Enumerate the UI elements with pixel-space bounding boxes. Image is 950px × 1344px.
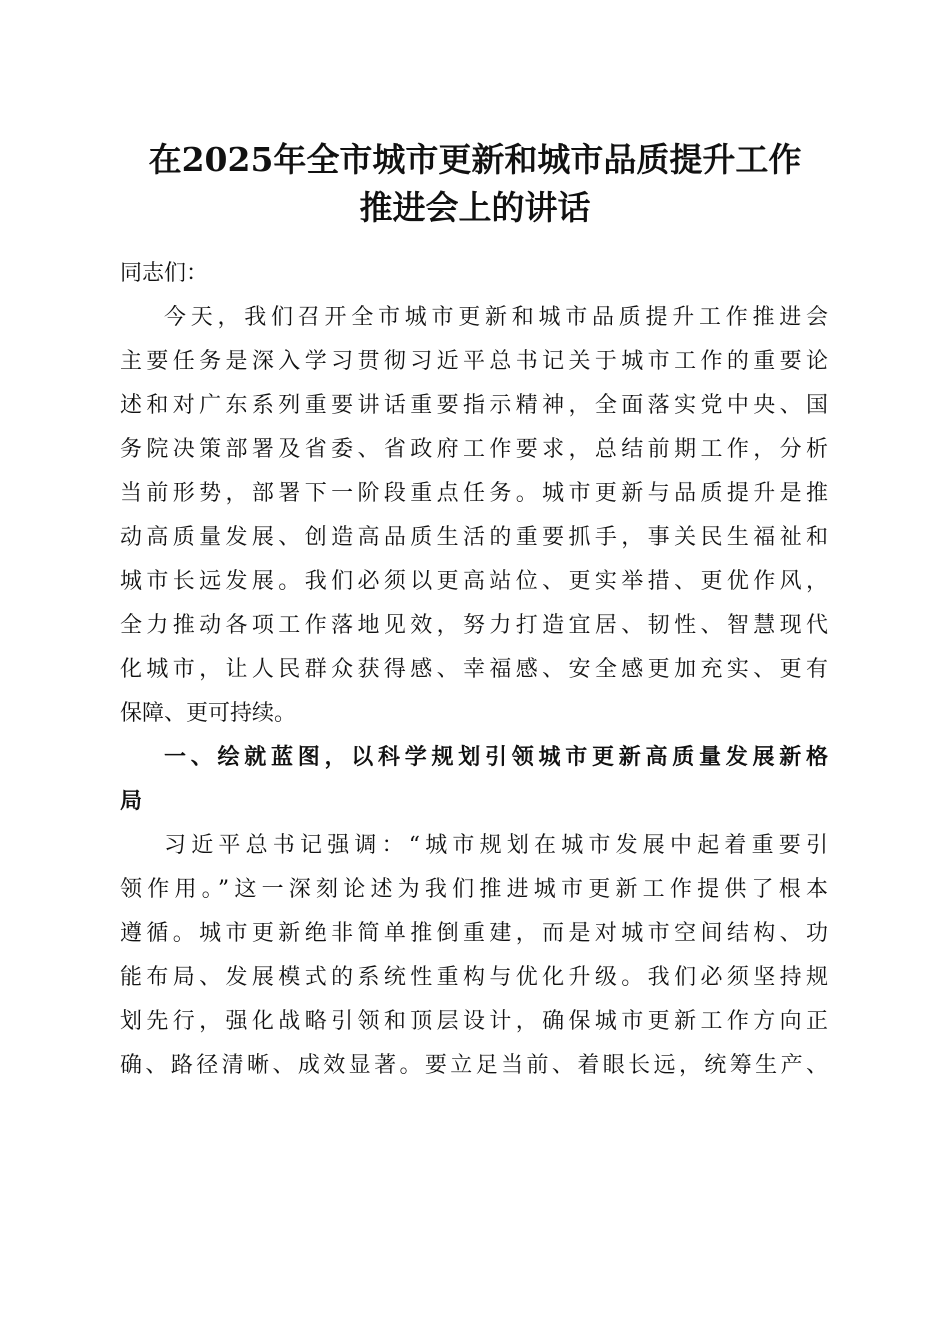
paragraph-1-line-2: 主要任务是深入学习贯彻习近平总书记关于城市工作的重要论 bbox=[120, 349, 828, 374]
paragraph-1-line-3: 述和对广东系列重要讲话重要指示精神，全面落实党中央、国 bbox=[120, 393, 828, 418]
paragraph-1-line-1: 今天，我们召开全市城市更新和城市品质提升工作推进会 bbox=[164, 305, 828, 330]
section-heading-1-line-2: 局 bbox=[120, 789, 143, 814]
paragraph-2-line-5: 划先行，强化战略引领和顶层设计，确保城市更新工作方向正 bbox=[120, 1009, 828, 1034]
salutation: 同志们： bbox=[120, 261, 209, 286]
paragraph-2-line-2: 领作用。”这一深刻论述为我们推进城市更新工作提供了根本 bbox=[120, 877, 828, 902]
paragraph-1-line-6: 动高质量发展、创造高品质生活的重要抓手，事关民生福祉和 bbox=[120, 525, 828, 550]
document-title-line-1: 在2025年全市城市更新和城市品质提升工作 bbox=[148, 140, 802, 179]
paragraph-1-line-9: 化城市，让人民群众获得感、幸福感、安全感更加充实、更有 bbox=[120, 657, 828, 682]
paragraph-2-line-4: 能布局、发展模式的系统性重构与优化升级。我们必须坚持规 bbox=[120, 965, 828, 990]
paragraph-2-line-1: 习近平总书记强调：“城市规划在城市发展中起着重要引 bbox=[164, 833, 828, 858]
paragraph-1-line-10: 保障、更可持续。 bbox=[120, 701, 297, 726]
paragraph-2-line-6: 确、路径清晰、成效显著。要立足当前、着眼长远，统筹生产、 bbox=[120, 1053, 828, 1078]
document-body bbox=[120, 252, 828, 1088]
document-title-line-2: 推进会上的讲话 bbox=[359, 188, 591, 227]
paragraph-1-line-7: 城市长远发展。我们必须以更高站位、更实举措、更优作风， bbox=[120, 569, 828, 594]
paragraph-1-line-8: 全力推动各项工作落地见效，努力打造宜居、韧性、智慧现代 bbox=[120, 613, 828, 638]
paragraph-1-line-5: 当前形势，部署下一阶段重点任务。城市更新与品质提升是推 bbox=[120, 481, 828, 506]
section-heading-1-line-1: 一、绘就蓝图，以科学规划引领城市更新高质量发展新格 bbox=[164, 745, 828, 770]
paragraph-1-line-4: 务院决策部署及省委、省政府工作要求，总结前期工作，分析 bbox=[120, 437, 828, 462]
paragraph-2-line-3: 遵循。城市更新绝非简单推倒重建，而是对城市空间结构、功 bbox=[120, 921, 828, 946]
